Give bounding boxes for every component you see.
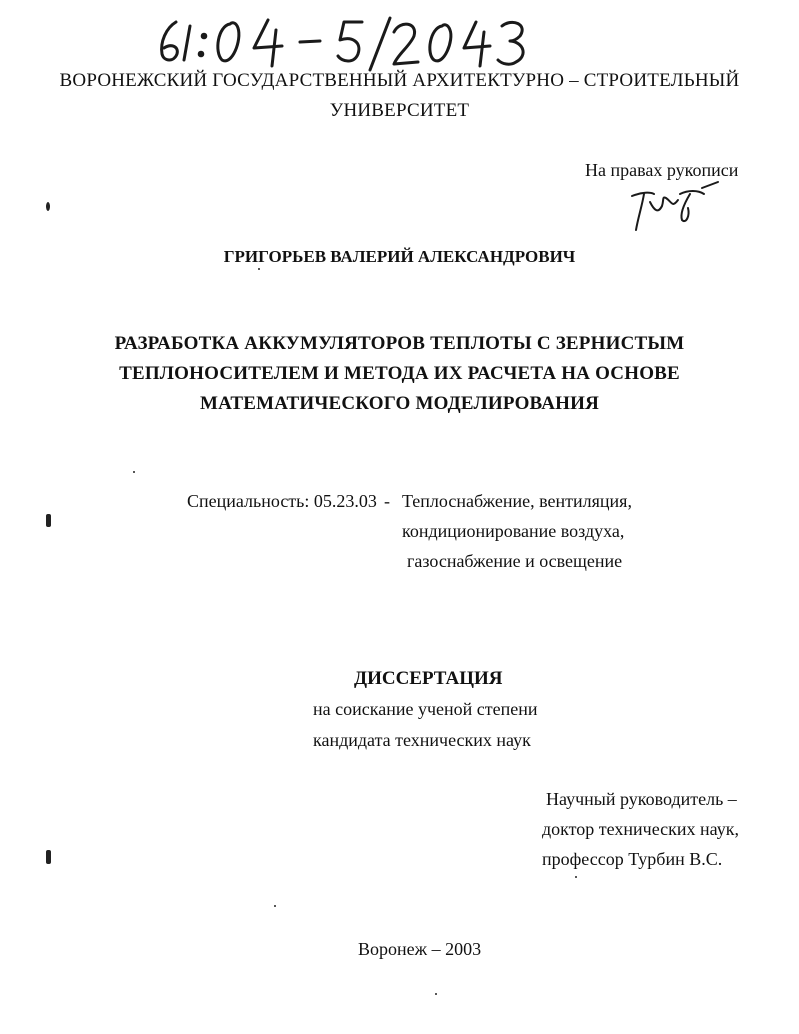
scan-speck [133, 471, 135, 473]
dissertation-title-line-2: ТЕПЛОНОСИТЕЛЕМ И МЕТОДА ИХ РАСЧЕТА НА ОСНОВЕ [119, 363, 680, 384]
scan-speck [46, 850, 51, 864]
scan-speck [435, 993, 437, 995]
institution-line-2: УНИВЕРСИТЕТ [329, 100, 470, 121]
specialty-label: Специальность: 05.23.03 [187, 491, 377, 511]
work-type-line-1: на соискание ученой степени [313, 699, 538, 719]
place-year-footer: Воронеж – 2003 [358, 939, 482, 959]
supervisor-line-1: Научный руководитель – [546, 789, 737, 809]
dissertation-title-line-3: МАТЕМАТИЧЕСКОГО МОДЕЛИРОВАНИЯ [199, 393, 600, 414]
scan-speck [575, 876, 577, 878]
supervisor-line-3: профессор Турбин В.С. [542, 849, 723, 869]
work-type-heading: ДИССЕРТАЦИЯ [354, 668, 503, 689]
supervisor-line-2: доктор технических наук, [542, 819, 739, 839]
scan-speck [46, 202, 50, 211]
work-type-line-2: кандидата технических наук [313, 730, 531, 750]
scan-speck [258, 268, 260, 270]
specialty-dash: - [384, 491, 390, 511]
handwritten-signature [628, 180, 728, 240]
author-name: ГРИГОРЬЕВ ВАЛЕРИЙ АЛЕКСАНДРОВИЧ [223, 247, 576, 266]
manuscript-rights-note: На правах рукописи [585, 160, 739, 180]
scan-speck [274, 905, 276, 907]
institution-line-1: ВОРОНЕЖСКИЙ ГОСУДАРСТВЕННЫЙ АРХИТЕКТУРНО – СТРОИТЕЛЬНЫЙ [59, 70, 740, 91]
dissertation-title-line-1: РАЗРАБОТКА АККУМУЛЯТОРОВ ТЕПЛОТЫ С ЗЕРНИСТЫМ [114, 333, 685, 354]
scan-speck [46, 514, 51, 527]
specialty-line-2: кондиционирование воздуха, [402, 521, 625, 541]
specialty-line-1: Теплоснабжение, вентиляция, [402, 491, 632, 511]
specialty-line-3: газоснабжение и освещение [407, 551, 623, 571]
